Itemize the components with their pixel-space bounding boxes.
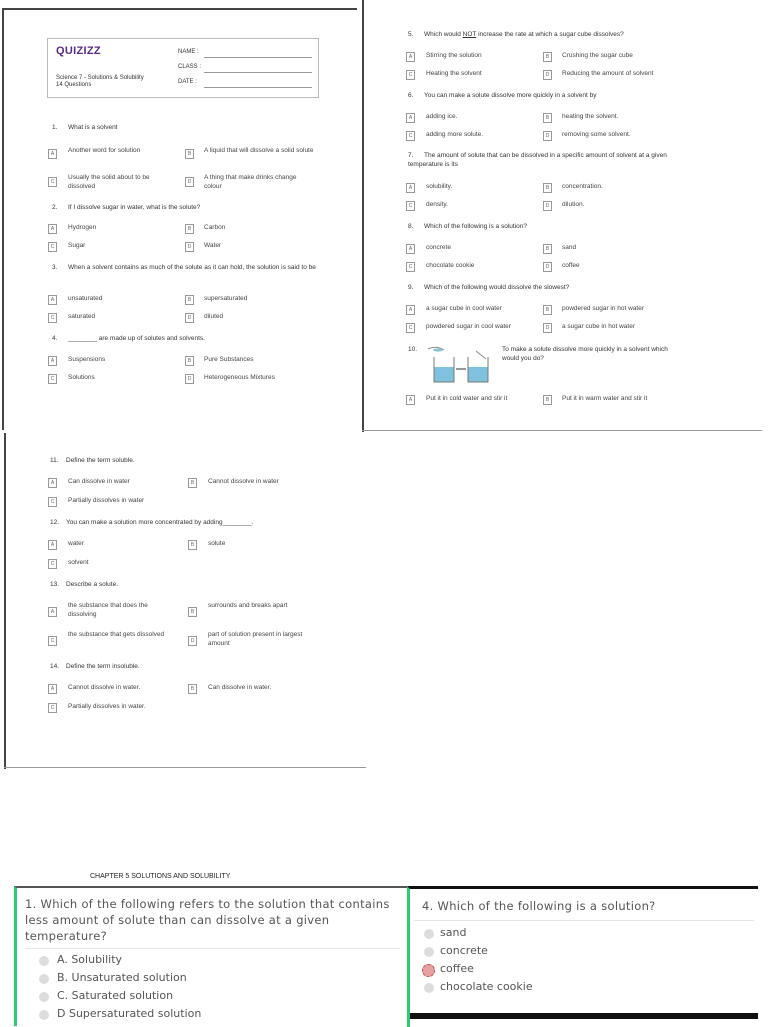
option-box-b: B <box>543 395 552 405</box>
question-7: 7. The amount of solute that can be dissolved in a specific amount of solvent at a given temperature is its <box>408 152 667 168</box>
option-d-text: Reducing the amount of solvent <box>562 70 654 77</box>
option-a-text: Hydrogen <box>68 224 97 231</box>
option-a-text: Put it in cold water and stir it <box>426 395 508 402</box>
option-d-text: removing some solvent. <box>562 131 631 138</box>
worksheet-page-2 <box>362 0 762 432</box>
option-c-text: saturated <box>68 313 96 320</box>
option-a-text: unsaturated <box>68 295 103 302</box>
option-box-a: A <box>406 113 415 123</box>
option-box-a: A <box>406 183 415 193</box>
option-b-text: Can dissolve in water. <box>208 684 272 691</box>
option-a-text: a sugar cube in cool water <box>426 305 502 312</box>
option-b-text: A liquid that will dissolve a solid solute <box>204 147 314 154</box>
option-d-text: Water <box>204 242 222 249</box>
answer-option[interactable]: B. Unsaturated solution <box>57 971 187 984</box>
option-box-d: D <box>188 636 197 646</box>
option-a-text: concrete <box>426 244 451 251</box>
option-box-c: C <box>48 703 57 713</box>
option-c-text: adding more solute. <box>426 131 484 138</box>
option-box-b: B <box>543 305 552 315</box>
page-bottom-border <box>4 767 366 768</box>
question-6: 6. You can make a solute dissolve more quickly in a solvent by <box>408 92 597 99</box>
radio-icon[interactable] <box>39 956 49 966</box>
option-box-b: B <box>185 295 194 305</box>
page-left-border <box>2 8 4 430</box>
option-box-d: D <box>185 313 194 323</box>
option-b-text: Crushing the sugar cube <box>562 52 633 59</box>
option-c-text: powdered sugar in cool water <box>426 323 511 330</box>
option-box-b: B <box>188 540 197 550</box>
answer-option[interactable]: chocolate cookie <box>440 980 533 993</box>
option-d-text: dilution. <box>562 201 585 208</box>
option-box-a: A <box>48 224 57 234</box>
answer-option[interactable]: C. Saturated solution <box>57 989 174 1002</box>
question-14: 14. Define the term insoluble. <box>50 663 140 670</box>
question-count: 14 Questions <box>56 82 92 88</box>
option-box-a: A <box>406 244 415 254</box>
option-box-b: B <box>185 224 194 234</box>
question-9: 9. Which of the following would dissolve the slowest? <box>408 284 570 291</box>
card-divider <box>414 920 754 921</box>
radio-icon[interactable] <box>39 974 49 984</box>
question-8: 8. Which of the following is a solution? <box>408 223 527 230</box>
option-box-a: A <box>406 305 415 315</box>
header-box <box>47 38 319 98</box>
option-box-a: A <box>48 356 57 366</box>
option-a-text: Can dissolve in water <box>68 478 130 485</box>
option-c-text: density. <box>426 201 448 208</box>
option-box-d: D <box>185 242 194 252</box>
option-box-b: B <box>543 113 552 123</box>
question-10-number: 10. <box>408 346 418 353</box>
option-a-text: Suspensions <box>68 356 106 363</box>
card-divider <box>25 948 400 949</box>
option-box-d: D <box>185 374 194 384</box>
option-box-a: A <box>48 295 57 305</box>
question-1: 1. What is a solvent <box>52 124 118 131</box>
option-box-c: C <box>406 323 415 333</box>
class-label: CLASS : <box>178 64 202 70</box>
option-box-a: A <box>48 149 57 159</box>
option-c-text: Partially dissolves in water. <box>68 703 146 710</box>
option-b-text: Put it in warm water and stir it <box>562 395 648 402</box>
date-label: DATE : <box>178 79 197 85</box>
option-c-text: Sugar <box>68 242 86 249</box>
name-line <box>204 57 312 58</box>
option-box-a: A <box>48 607 57 617</box>
option-a-text: solubility. <box>426 183 453 190</box>
question-4: 4. ________ are made up of solutes and solvents. <box>52 335 205 342</box>
option-box-b: B <box>543 52 552 62</box>
option-box-a: A <box>48 478 57 488</box>
option-d-text: Heterogeneous Mixtures <box>204 374 275 381</box>
radio-icon[interactable] <box>424 983 434 993</box>
selected-sticker-icon[interactable] <box>422 964 435 977</box>
option-b-text: Cannot dissolve in water <box>208 478 279 485</box>
answer-option[interactable]: sand <box>440 926 467 939</box>
question-12: 12. You can make a solution more concentrated by adding________. <box>50 519 254 526</box>
option-b-text: supersaturated <box>204 295 248 302</box>
option-b-text: concentration. <box>562 183 603 190</box>
option-d-text: diluted <box>204 313 224 320</box>
worksheet-page-3 <box>4 433 366 769</box>
option-box-c: C <box>48 559 57 569</box>
option-b-text: heating the solvent. <box>562 113 619 120</box>
option-box-c: C <box>406 262 415 272</box>
option-box-a: A <box>406 52 415 62</box>
question-3: 3. When a solvent contains as much of the solute as it can hold, the solution is said to be <box>52 264 316 271</box>
option-box-c: C <box>48 177 57 187</box>
option-b-text: solute <box>208 540 226 547</box>
name-label: NAME : <box>178 49 199 55</box>
date-line <box>204 87 312 88</box>
option-c-text: solvent <box>68 559 89 566</box>
radio-icon[interactable] <box>39 992 49 1002</box>
option-box-c: C <box>48 242 57 252</box>
class-line <box>204 72 312 73</box>
option-box-a: A <box>48 540 57 550</box>
radio-icon[interactable] <box>39 1010 49 1020</box>
option-d-text: a sugar cube in hot water <box>562 323 635 330</box>
option-box-d: D <box>543 70 552 80</box>
option-d-text: coffee <box>562 262 580 269</box>
question-11: 11. Define the term soluble. <box>50 457 135 464</box>
option-box-c: C <box>48 374 57 384</box>
chapter-title: CHAPTER 5 SOLUTIONS AND SOLUBILITY <box>90 873 231 880</box>
card-question: 4. Which of the following is a solution? <box>422 899 656 913</box>
option-b-text: powdered sugar in hot water <box>562 305 645 312</box>
option-box-c: C <box>406 70 415 80</box>
option-b-text: sand <box>562 244 577 251</box>
option-d-text: part of solution present in largest amount <box>208 631 303 647</box>
option-c-text: the substance that gets dissolved <box>68 631 165 638</box>
option-box-b: B <box>185 356 194 366</box>
option-box-d: D <box>543 201 552 211</box>
option-box-a: A <box>406 395 415 405</box>
radio-icon[interactable] <box>424 929 434 939</box>
quiz-card-2 <box>407 886 758 1027</box>
option-box-d: D <box>185 177 194 187</box>
option-box-b: B <box>185 149 194 159</box>
page-left-border <box>4 433 6 769</box>
option-box-b: B <box>188 684 197 694</box>
answer-option[interactable]: A. Solubility <box>57 953 123 966</box>
option-c-text: Usually the solid about to be dissolved <box>68 174 150 190</box>
option-box-c: C <box>48 313 57 323</box>
page-bottom-border <box>362 430 762 431</box>
option-box-c: C <box>406 131 415 141</box>
option-c-text: Heating the solvent <box>426 70 482 77</box>
option-box-b: B <box>188 607 197 617</box>
option-box-b: B <box>543 244 552 254</box>
question-2: 2. If I dissolve sugar in water, what is the solute? <box>52 204 201 211</box>
page-top-border <box>2 8 357 10</box>
card-question: 1. Which of the following refers to the solution that contains less amount of solute than can dissolve at a given temperature? <box>25 897 390 943</box>
option-c-text: Solutions <box>68 374 95 381</box>
beakers-illustration <box>426 345 496 385</box>
answer-option[interactable]: concrete <box>440 944 488 957</box>
quizizz-logo: QUIZIZZ <box>56 45 101 57</box>
option-box-c: C <box>48 497 57 507</box>
option-b-text: Carbon <box>204 224 226 231</box>
option-box-a: A <box>48 684 57 694</box>
radio-icon[interactable] <box>424 947 434 957</box>
worksheet-page-1 <box>2 8 357 430</box>
option-c-text: chocolate cookie <box>426 262 475 269</box>
option-box-c: C <box>48 636 57 646</box>
option-b-text: Pure Substances <box>204 356 254 363</box>
question-13: 13. Describe a solute. <box>50 581 119 588</box>
option-c-text: Partially dissolves in water <box>68 497 145 504</box>
question-5: 5. Which would NOT increase the rate at which a sugar cube dissolves? <box>408 31 624 38</box>
subject-label: Science 7 - Solutions & Solubility <box>56 75 144 81</box>
option-a-text: the substance that does the dissolving <box>68 602 148 618</box>
option-a-text: Stirring the solution <box>426 52 482 59</box>
option-box-d: D <box>543 323 552 333</box>
option-a-text: Cannot dissolve in water. <box>68 684 141 691</box>
card-bottom-bar <box>410 1013 758 1019</box>
option-box-b: B <box>543 183 552 193</box>
option-a-text: Another word for solution <box>68 147 141 154</box>
option-a-text: water <box>68 540 84 547</box>
option-d-text: A thing that make drinks change colour <box>204 174 297 190</box>
quiz-card-1 <box>14 886 410 1026</box>
answer-option[interactable]: D Supersaturated solution <box>57 1007 202 1020</box>
option-box-c: C <box>406 201 415 211</box>
option-a-text: adding ice. <box>426 113 458 120</box>
question-10: To make a solute dissolve more quickly in a solvent which would you do? <box>502 346 668 362</box>
option-b-text: surrounds and breaks apart <box>208 602 288 609</box>
option-box-d: D <box>543 131 552 141</box>
answer-option-selected[interactable]: coffee <box>440 962 474 975</box>
option-box-d: D <box>543 262 552 272</box>
page-left-border <box>362 0 364 432</box>
option-box-b: B <box>188 478 197 488</box>
